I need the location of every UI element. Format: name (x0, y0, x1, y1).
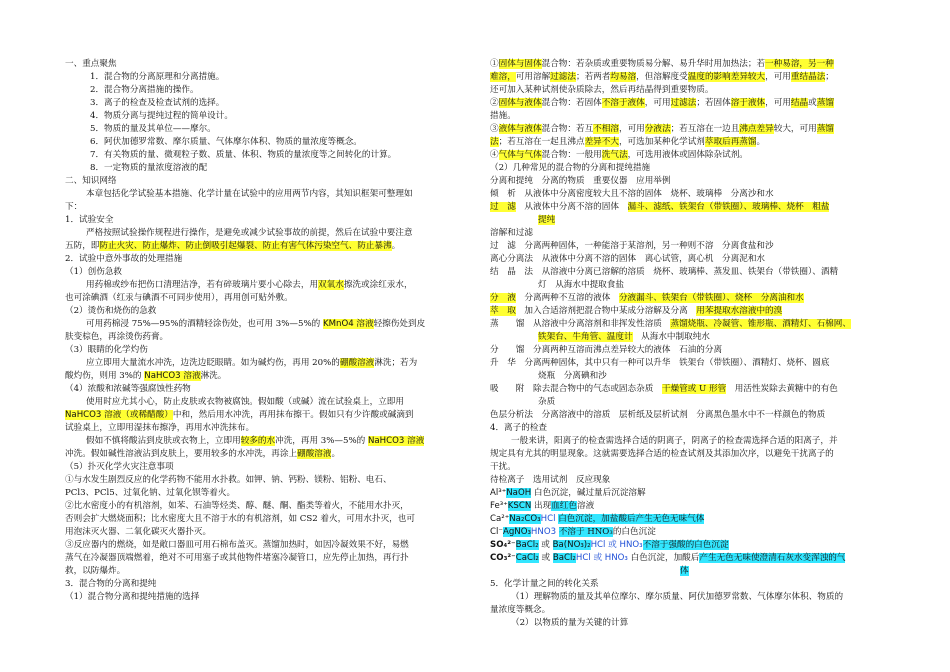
list-item: 2．混合物分离措施的操作。 (90, 85, 199, 95)
table-row: 烧瓶 分离碘和沙 (538, 371, 607, 381)
table-row (490, 384, 838, 395)
subsection-heading: （1）混合物分离和提纯措施的选择 (65, 592, 200, 602)
text: 。 (756, 137, 766, 147)
text: 白色沉淀，碱过量后沉淀溶解 (531, 488, 646, 498)
paragraph-line (65, 241, 400, 252)
paragraph-line: 干扰。 (490, 462, 516, 472)
text: 混合物：若杂质或重要物质易分解、易升华时用加热法；若 (541, 59, 766, 69)
highlight: 提纯 (538, 215, 556, 225)
paragraph-line (490, 72, 834, 83)
table-row: 溶解和过滤 (490, 228, 533, 238)
highlight: 沸点差异 (739, 124, 774, 134)
paragraph-line: ①与水发生剧烈反应的化学药物不能用水扑救。如钾、钠、钙粉、镁粉、铝粉、电石、 (65, 475, 392, 485)
highlight: AgNO₃ (502, 527, 531, 537)
list-item: 5．物质的量及其单位——摩尔。 (90, 124, 216, 134)
table-row: 过 滤 分离两种固体，一种能溶于某溶剂，另一种则不溶 分离食盐和沙 (490, 241, 774, 251)
text: 的白色沉淀 (612, 527, 656, 537)
section-heading: 二、知识网络 (65, 176, 117, 186)
text: 分离两种不互溶的液体 (515, 293, 619, 303)
text: ① (490, 59, 499, 69)
highlight: 产生无色无味使澄清石灰水变浑浊的气 (699, 553, 846, 563)
text: 从海水中制取纯水 (632, 332, 710, 342)
highlight: 萃 取 (490, 306, 516, 316)
highlight: 防止火灾、防止爆炸、防止倒吸引起爆裂、防止有害气体污染空气、防止暴沸 (99, 241, 392, 251)
text: Cl⁻ (490, 527, 503, 537)
text: 或 (590, 553, 605, 563)
table-row: 离心分离法 从液体中分离不溶的固体 离心试管，离心机 分离泥和水 (490, 254, 766, 264)
paragraph-line (490, 137, 765, 148)
table-row: 倾 析 从液体中分离密度较大且不溶的固体 烧杯、玻璃棒 分离沙和水 (490, 189, 774, 199)
text: 溶液 (577, 501, 595, 511)
table-row: 升 华 分离两种固体，其中只有一种可以升华 铁架台（带铁圈）、酒精灯、烧杯、圆底 (490, 358, 830, 368)
text: ③ (490, 124, 499, 134)
subsection-heading: （2）几种常见的混合物的分离和提纯措施 (490, 163, 651, 173)
highlight: Ba(NO₃)₂ (552, 540, 591, 550)
text: ，可用 (765, 72, 791, 82)
highlight: 不相溶 (593, 124, 619, 134)
subsection-heading: 2．试验中意外事故的处理措施 (65, 254, 183, 264)
paragraph-line: 规定具有尤其的明显现象。这就需要选择合适的检查试剂及其添加次序，以避免干扰离子的 (490, 449, 834, 459)
highlight: 不溶于强酸的白色沉淀 (642, 540, 729, 550)
highlight: 蒸馏 (816, 98, 834, 108)
text: SO₄²⁻ (490, 540, 516, 550)
text: CO₃²⁻ (490, 553, 516, 563)
highlight: 均易溶 (610, 72, 637, 82)
paragraph-line: 肤变棕色，再涂烫伤药膏。 (65, 332, 169, 342)
paragraph-line (65, 449, 340, 460)
highlight: 过滤法 (550, 72, 576, 82)
highlight: CaCl₂ (515, 553, 539, 563)
list-item: 7．有关物质的量、微观粒子数、质量、体积、物质的量浓度等之间转化的计算。 (90, 150, 397, 160)
highlight: NaHCO3 溶液（或稀醋酸） (65, 410, 173, 420)
paragraph-line: （2）以物质的量为关键的计算 (511, 618, 629, 628)
text: 淋洗；若为 (374, 358, 418, 368)
subsection-heading: 5．化学计量之间的转化关系 (490, 579, 599, 589)
text: ；若固体 (696, 98, 731, 108)
text: 白色沉淀，加酸后 (627, 553, 700, 563)
highlight: 不溶于液体 (601, 98, 645, 108)
paragraph-line: 措施。 (490, 111, 516, 121)
highlight: 干燥管或 U 形管 (661, 384, 727, 394)
text: 可用溶解 (515, 72, 551, 82)
text: 轻擦伤处到皮 (373, 319, 426, 329)
highlight: 结晶 (790, 98, 809, 108)
highlight: 过滤法 (670, 98, 697, 108)
list-item: 6．阿伏加德罗常数、摩尔质量、气体摩尔体积、物质的量浓度等概念。 (90, 137, 362, 147)
highlight: KMnO4 溶液 (322, 319, 374, 329)
highlight: 硼酸溶液 (339, 358, 375, 368)
highlight: BaCl₂ (552, 553, 576, 563)
text: HNO3 (530, 527, 557, 537)
subsection-heading: （5）扑灭化学火灾注意事项 (65, 462, 174, 472)
ion-row (490, 501, 594, 512)
text: ，可选加某种化学试剂 (618, 137, 705, 147)
text: 或 (605, 540, 620, 550)
paragraph-line (86, 436, 424, 447)
text: HNO₃ (604, 553, 628, 563)
highlight: 液体与液体 (498, 124, 542, 134)
paragraph-line: 蒸气在冷凝器顶端燃着，绝对不可用塞子或其他物件堵塞冷凝管口，应先停止加热，再行扑 (65, 553, 409, 563)
subsection-heading: （1）创伤急救 (65, 267, 123, 277)
highlight: 固体与液体 (498, 98, 542, 108)
ion-row (490, 527, 656, 538)
text: 。 (331, 449, 341, 459)
highlight: NaOH (506, 488, 532, 498)
text: 从液体中分离不溶的固体 (515, 202, 628, 212)
ion-row (680, 566, 689, 577)
text: 冲洗。假如碱性溶液沾到皮肤上，要用较多的水冲洗，再涂上 (65, 449, 298, 459)
paragraph-line: 使用时应尤其小心，防止皮肤或衣物被腐蚀。假如酸（或碱）流在试验桌上，立即用 (86, 397, 404, 407)
highlight: 漏斗、滤纸、铁架台（带铁圈）、玻璃棒、烧杯 粗盐 (627, 202, 830, 212)
highlight: BaCl₂ (515, 540, 539, 550)
text: 或 (538, 540, 553, 550)
ion-row (490, 540, 729, 551)
text: 出现 (531, 501, 552, 511)
table-header: 待检离子 选用试剂 反应现象 (490, 475, 611, 485)
highlight: NaHCO3 溶液 (367, 436, 425, 446)
highlight: 双氧水 (318, 280, 344, 290)
table-row (538, 215, 555, 226)
paragraph-line: 本章包括化学试验基本措施、化学计量在试验中的应用两节内容，其知识框架可整理如 (86, 189, 413, 199)
highlight: 白色沉淀，加盐酸后产生无色无味气体 (558, 514, 705, 524)
highlight: 难溶， (490, 72, 516, 82)
highlight: 铁架台、牛角管、温度计 (538, 332, 633, 342)
paragraph-line: 试验桌上，立即用湿抹布擦净，再用水冲洗抹布。 (65, 423, 255, 433)
highlight: 硼酸溶液 (297, 449, 332, 459)
list-item: 1．混合物的分离原理和分离措施。 (90, 72, 225, 82)
list-item: 4．物质分离与提纯过程的简单设计。 (90, 111, 233, 121)
ion-row (490, 553, 845, 564)
paragraph-line (65, 371, 226, 382)
list-item: 8．一定物质的量浓度溶液的配 (90, 163, 208, 173)
paragraph-line: 下： (65, 202, 83, 212)
highlight: KSCN (507, 501, 532, 511)
text: ； (825, 72, 834, 82)
text: ，但溶解度受 (636, 72, 688, 82)
ion-row (490, 514, 704, 525)
text: ，可用 (644, 98, 671, 108)
text: ④ (490, 150, 499, 160)
table-row: 杂质 (538, 397, 556, 407)
text: Fe³⁺ (490, 501, 508, 511)
paragraph-line (490, 98, 834, 109)
table-row (538, 332, 710, 343)
highlight: 重结晶法 (790, 72, 826, 82)
paragraph-line (490, 150, 748, 161)
highlight: 较多的水 (240, 436, 276, 446)
text: 可用药棉浸 75%—95%的酒精轻涂伤处，也可用 3%—5%的 (86, 319, 323, 329)
text: Al³⁺ (490, 488, 507, 498)
text: 或 (538, 553, 553, 563)
text: 加入合适溶剂把混合物中某成分溶解及分离 (515, 306, 697, 316)
table-row (490, 293, 804, 304)
highlight: 用苯提取水溶液中的溴 (696, 306, 783, 316)
paragraph-line: ②比水密度小的有机溶剂，如苯、石油等烃类、醇、醚、酮、酯类等着火，不能用水扑灭， (65, 501, 409, 511)
subsection-heading: 3．混合物的分离和提纯 (65, 579, 157, 589)
highlight: 固体与固体 (498, 59, 542, 69)
highlight: 体 (680, 566, 689, 576)
highlight: 一种易溶，另一种 (765, 59, 834, 69)
paragraph-line (490, 124, 834, 135)
text: HCl (590, 540, 606, 550)
subsection-heading: （2）烫伤和烧伤的急救 (65, 306, 157, 316)
highlight: Na₂CO₃ (509, 514, 541, 524)
subsection-heading: 4．离子的检查 (490, 423, 548, 433)
text: ，可用 (765, 98, 791, 108)
highlight: 过 滤 (490, 202, 516, 212)
text: 应立即用大量流水冲洗，边洗边眨眼睛。如为碱灼伤，再用 20%的 (86, 358, 340, 368)
paragraph-line: 一般来讲，阳离子的检查需选择合适的阴离子，阴离子的检查需选择合适的阳离子，并 (511, 436, 838, 446)
highlight: 分 液 (490, 293, 516, 303)
table-row: 结 晶 法 从溶液中分离已溶解的溶质 烧杯、玻璃棒、蒸发皿、铁架台（带铁圈）、酒精 (490, 267, 839, 277)
table-row (490, 202, 829, 213)
text: HNO₃ (619, 540, 643, 550)
highlight: 不溶于 HNO₃ (558, 527, 613, 537)
table-row: 分 馏 分离两种互溶而沸点差异较大的液体 石油的分离 (490, 345, 723, 355)
text: 五防，即 (65, 241, 100, 251)
table-row (490, 319, 851, 330)
highlight: 差异不大 (584, 137, 619, 147)
paragraph-line (86, 319, 425, 330)
table-row: 灯 从海水中提取食盐 (538, 280, 624, 290)
text: 冲洗，再用 3%—5%的 (275, 436, 368, 446)
text: ；若互溶在一起且沸点 (498, 137, 585, 147)
text: ，可用 (618, 124, 645, 134)
paragraph-line: 救，以防爆炸。 (65, 566, 126, 576)
text: 用活性炭除去黄糖中的有色 (726, 384, 838, 394)
paragraph-line (86, 358, 417, 369)
list-item: 3．离子的检查及检查试剂的选择。 (90, 98, 225, 108)
paragraph-line: PCl3、PCl5、过氧化钠、过氧化钡等着火。 (65, 488, 236, 498)
highlight: 分液漏斗、铁架台（带铁圈）、烧杯 分离油和水 (618, 293, 804, 303)
text: 混合物：若固体 (541, 98, 602, 108)
highlight: 萃取后再蒸馏 (704, 137, 757, 147)
paragraph-line: 还可加入某种试剂使杂质除去，然后再结晶得到重要物质。 (490, 85, 714, 95)
text: 中和，然后用水冲洗，再用抹布擦干。假如只有少许酸或碱滴到 (172, 410, 414, 420)
highlight: 溶于液体 (730, 98, 766, 108)
paragraph-line: 也可涂碘酒（红汞与碘酒不可同步使用），再用创可贴外敷。 (65, 293, 293, 303)
text: ；若互溶在一边且 (670, 124, 740, 134)
text: HCl (575, 553, 591, 563)
subsection-heading: （3）眼睛的化学灼伤 (65, 345, 148, 355)
text: 或 (808, 98, 817, 108)
text: ② (490, 98, 499, 108)
paragraph-line (86, 280, 413, 291)
paragraph-line (65, 410, 414, 421)
text: ；若两者 (575, 72, 611, 82)
paragraph-line: 用泡沫灭火器、二氧化碳灭火器扑灭。 (65, 527, 212, 537)
highlight: 血红色 (551, 501, 577, 511)
text: 较大，可用 (773, 124, 817, 134)
highlight: 洗气法 (601, 150, 628, 160)
paragraph-line: 量浓度等概念。 (490, 605, 551, 615)
table-row: 色层分析法 分离溶液中的溶质 层析纸及层析试剂 分离黑色墨水中不一样颜色的物质 (490, 410, 826, 420)
text: ，可选用液体或固体除杂试剂。 (627, 150, 748, 160)
subsection-heading: （4）浓酸和浓碱等强腐蚀性药物 (65, 384, 191, 394)
table-header: 分离和提纯 分离的物质 重要仪器 应用举例 (490, 176, 671, 186)
paragraph-line: 严格按照试验操作规程进行操作，是避免或减少试验事故的前提，然后在试验中要注意 (86, 228, 413, 238)
text: 混合物：一般用 (541, 150, 602, 160)
highlight: 分液法 (644, 124, 671, 134)
table-row (490, 306, 782, 317)
section-heading: 一、重点聚焦 (65, 59, 117, 69)
text: 假如不慎将酸沾到皮肤或衣物上，立即用 (86, 436, 241, 446)
text: 蒸 馏 从溶液中分离溶剂和非挥发性溶质 (490, 319, 671, 329)
paragraph-line: 否则会扩大燃烧面积；比水密度大且不溶于水的有机溶剂，如 CS2 着火，可用水扑灭，也可 (65, 514, 415, 524)
text: Ca²⁺ (490, 514, 510, 524)
text: 擦洗或涂红汞水， (343, 280, 413, 290)
subsection-heading: 1．试验安全 (65, 215, 114, 225)
paragraph-line: （1）理解物质的量及其单位摩尔、摩尔质量、阿伏加德罗常数、气体摩尔体积、物质的 (511, 592, 844, 602)
text: 吸 附 除去混合物中的气态或固态杂质 (490, 384, 662, 394)
ion-row (490, 488, 646, 499)
text: 。 (391, 241, 401, 251)
text: 用药棉或纱布把伤口清理洁净，若有碎玻璃片要小心除去，用 (86, 280, 319, 290)
text: 酸灼伤，则用 3%的 (65, 371, 145, 381)
highlight: 温度的影响差异较大 (687, 72, 766, 82)
highlight: 蒸馏烧瓶、冷凝管、锥形瓶、酒精灯、石棉网、 (670, 319, 851, 329)
highlight: NaHCO3 溶液 (144, 371, 201, 381)
highlight: 气体与气体 (498, 150, 542, 160)
highlight: 法 (490, 137, 499, 147)
paragraph-line (490, 59, 834, 70)
text: 混合物：若互 (541, 124, 594, 134)
text: HCl (540, 514, 556, 524)
highlight: 蒸馏 (816, 124, 834, 134)
paragraph-line: ③反应器内的燃烧，如是敞口器皿可用石棉布盖灭。蒸馏加热时，如因冷凝效果不好，易燃 (65, 540, 409, 550)
text: 淋洗。 (200, 371, 227, 381)
